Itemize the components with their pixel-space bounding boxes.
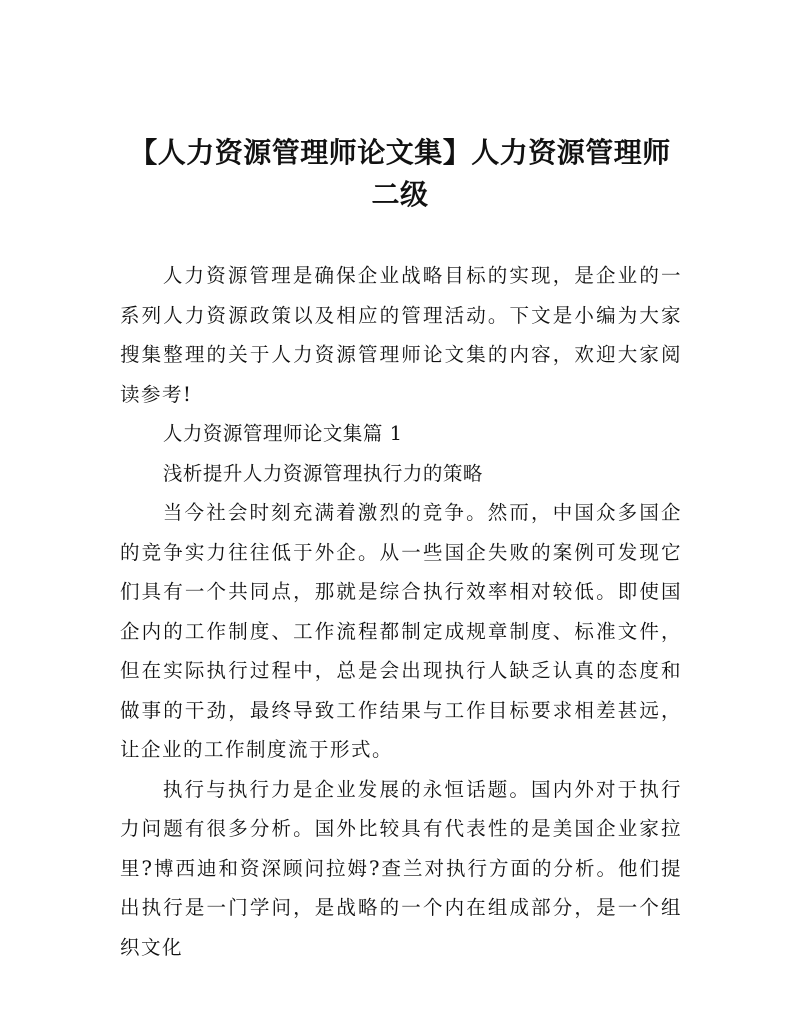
document-body	[120, 256, 682, 967]
title-line-1: 【人力资源管理师论文集】人力资源管理师	[129, 136, 671, 169]
intro-paragraph: 人力资源管理是确保企业战略目标的实现，是企业的一系列人力资源政策以及相应的管理活动。下文是小编为大家搜集整理的关于人力资源管理师论文集的内容，欢迎大家阅读参考!	[120, 264, 682, 406]
body-paragraph: 执行与执行力是企业发展的永恒话题。国内外对于执行力问题有很多分析。国外比较具有代表性的是美国企业家拉里?博西迪和资深顾问拉姆?查兰对执行方面的分析。他们提出执行是一门学问，是战略的一个内在组成部分，是一个组织文化	[120, 777, 682, 959]
title-line-2: 二级	[371, 178, 429, 211]
article-title: 浅析提升人力资源管理执行力的策略	[162, 461, 483, 485]
section-heading: 人力资源管理师论文集篇 1	[162, 422, 403, 445]
document-title	[110, 132, 690, 216]
body-paragraph: 当今社会时刻充满着激烈的竞争。然而，中国众多国企的竞争实力往往低于外企。从一些国企失败的案例可发现它们具有一个共同点，那就是综合执行效率相对较低。即使国企内的工作制度、工作流程都制定成规章制度、标准文件，但在实际执行过程中，总是会出现执行人缺乏认真的态度和做事的干劲，最终导致工作结果与工作目标要求相差甚远，让企业的工作制度流于形式。	[120, 501, 682, 761]
